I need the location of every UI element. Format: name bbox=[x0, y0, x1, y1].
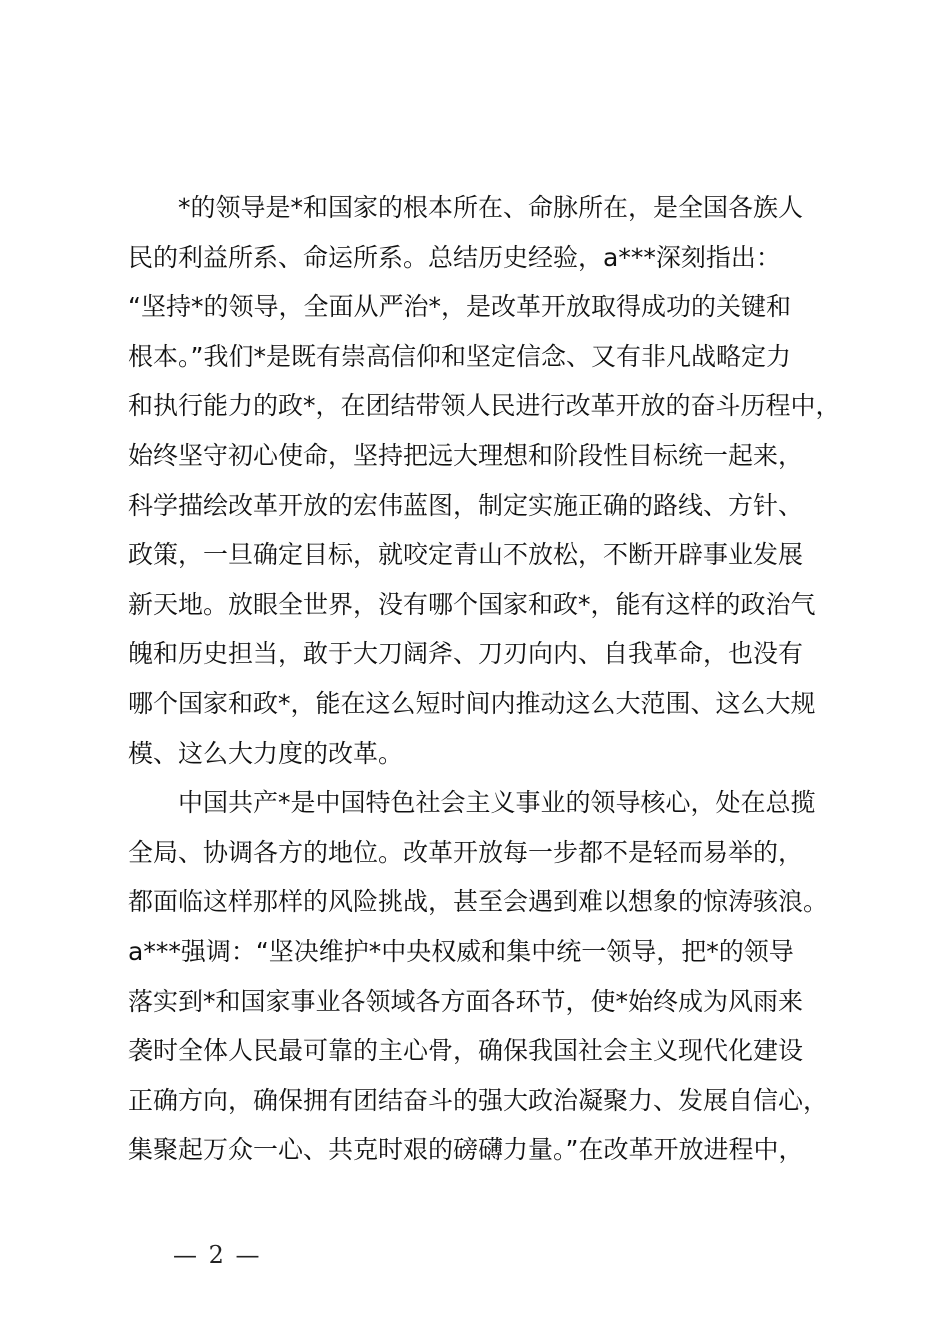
page-number: — 2 — bbox=[173, 1241, 262, 1269]
text-line: *的领导是*和国家的根本所在、命脉所在，是全国各族人 bbox=[178, 193, 804, 222]
text-line: 政策，一旦确定目标，就咬定青山不放松，不断开辟事业发展 bbox=[128, 540, 804, 570]
text-line: 哪个国家和政*，能在这么短时间内推动这么大范围、这么大规 bbox=[128, 688, 816, 718]
text-line: 模、这么大力度的改革。 bbox=[128, 738, 404, 768]
text-line: 正确方向，确保拥有团结奋斗的强大政治凝聚力、发展自信心， bbox=[128, 1085, 829, 1115]
text-line: 民的利益所系、命运所系。总结历史经验，a***深刻指出： bbox=[128, 242, 781, 272]
paragraph-1 bbox=[128, 183, 850, 778]
text-line: 袭时全体人民最可靠的主心骨，确保我国社会主义现代化建设 bbox=[128, 1036, 804, 1066]
text-line: 都面临这样那样的风险挑战，甚至会遇到难以想象的惊涛骇浪。 bbox=[128, 887, 829, 917]
text-line: 新天地。放眼全世界，没有哪个国家和政*，能有这样的政治气 bbox=[128, 589, 816, 619]
text-line: 科学描绘改革开放的宏伟蓝图，制定实施正确的路线、方针、 bbox=[128, 490, 804, 520]
text-line: a***强调：“坚决维护*中央权威和集中统一领导，把*的领导 bbox=[128, 936, 794, 966]
paragraph-2 bbox=[128, 778, 850, 1175]
text-line: 根本。”我们*是既有崇高信仰和坚定信念、又有非凡战略定力 bbox=[128, 341, 791, 371]
document-body bbox=[128, 183, 850, 1175]
text-line: 魄和历史担当，敢于大刀阔斧、刀刃向内、自我革命，也没有 bbox=[128, 639, 804, 669]
text-line: “坚持*的领导，全面从严治*，是改革开放取得成功的关键和 bbox=[128, 292, 791, 322]
text-line: 集聚起万众一心、共克时艰的磅礴力量。”在改革开放进程中， bbox=[128, 1135, 804, 1165]
text-line: 中国共产*是中国特色社会主义事业的领导核心，处在总揽 bbox=[178, 788, 816, 818]
text-line: 和执行能力的政*，在团结带领人民进行改革开放的奋斗历程中， bbox=[128, 391, 841, 421]
text-line: 全局、协调各方的地位。改革开放每一步都不是轻而易举的， bbox=[128, 837, 804, 867]
text-line: 始终坚守初心使命，坚持把远大理想和阶段性目标统一起来， bbox=[128, 440, 804, 470]
text-line: 落实到*和国家事业各领域各方面各环节，使*始终成为风雨来 bbox=[128, 986, 804, 1016]
